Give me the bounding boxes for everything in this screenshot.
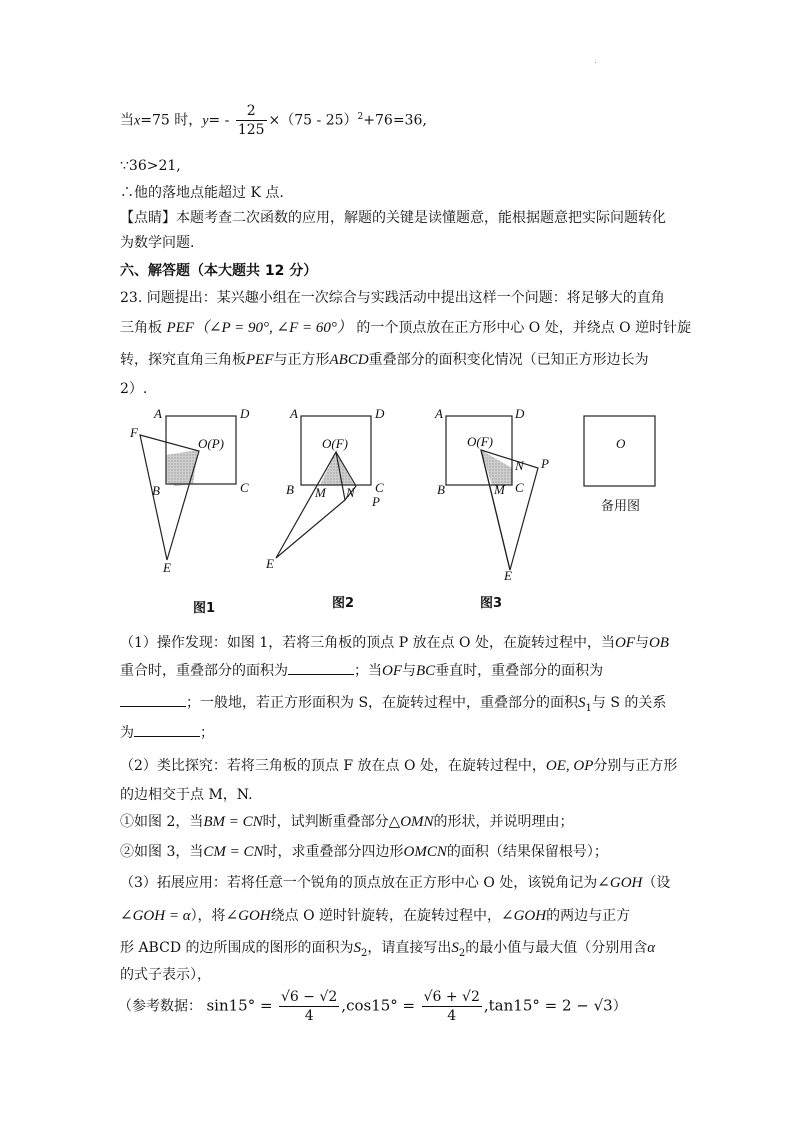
fig1-label-C: C <box>240 480 249 495</box>
answer-blank-1[interactable] <box>288 662 354 675</box>
fig2-label-B: B <box>286 482 294 497</box>
q23-line-1: 23. 问题提出：某兴趣小组在一次综合与实践活动中提出这样一个问题：将足够大的直角 <box>120 290 665 306</box>
fig4-caption: 备用图 <box>601 499 641 514</box>
fig2-label-C: C <box>375 480 384 495</box>
fig3-label-O: O(F) <box>467 434 493 449</box>
p1-line-1: （1）操作发现：如图 1，若将三角板的顶点 P 放在点 O 处，在旋转过程中，当OF与OB <box>120 635 669 651</box>
fig1-label-O: O(P) <box>198 436 224 451</box>
answer-blank-2[interactable] <box>120 694 186 707</box>
p3-line-5-reference: （参考数据： sin15° = $\frac{√6 - √2}{4}$ ,cos15° = $\frac{√6 + √2}{4}$ ,tan15° = 2 − √3） <box>118 989 627 1024</box>
fig3-label-E: E <box>504 568 512 583</box>
p3-line-2: ∠GOH = α），将∠GOH绕点 O 逆时针旋转，在旋转过程中，∠GOH的两边与正方 <box>120 908 631 924</box>
p2-line-4: ②如图 3，当CM = CN时，求重叠部分四边形OMCN的面积（结果保留根号）； <box>120 844 608 860</box>
figures-diagram <box>0 400 800 630</box>
p2-line-2: 的边相交于点 M，N. <box>120 787 253 803</box>
figure-2 <box>265 406 385 571</box>
section-heading: 六、解答题（本大题共 12 分） <box>120 263 318 279</box>
figure-4 <box>584 416 655 486</box>
fig1-label-B: B <box>152 483 160 498</box>
fig2-label-E: E <box>266 556 274 571</box>
fig3-label-C: C <box>515 480 524 495</box>
fig3-label-P: P <box>541 456 549 471</box>
text-line-4: 【点睛】本题考查二次函数的应用，解题的关键是读懂题意，能根据题意把实际问题转化 <box>120 210 666 226</box>
cos15-fraction: $\frac{√6 + √2}{4}$ <box>423 989 480 1024</box>
text-line-5: 为数学问题. <box>120 235 195 251</box>
fig2-label-N: N <box>346 485 355 500</box>
fig2-label-P: P <box>372 494 380 509</box>
fig1-caption: 图1 <box>193 601 216 616</box>
fig2-label-D: D <box>375 406 385 421</box>
fig1-overlap <box>166 450 198 486</box>
q23-line-4: 2）. <box>120 381 148 397</box>
p3-line-1: （3）拓展应用：若将任意一个锐角的顶点放在正方形中心 O 处，该锐角记为∠GOH（设 <box>120 875 671 891</box>
fraction: $\frac{2}{125}$ <box>237 103 265 138</box>
fig2-label-M: M <box>315 485 326 500</box>
fig3-label-M: M <box>494 482 505 497</box>
fig1-label-E: E <box>163 560 171 575</box>
p2-line-3: ①如图 2，当BM = CN时，试判断重叠部分△OMN的形状，并说明理由； <box>120 814 574 830</box>
fig2-label-A: A <box>290 406 298 421</box>
q23-line-3: 转，探究直角三角板PEF与正方形ABCD重叠部分的面积变化情况（已知正方形边长为 <box>120 352 649 368</box>
fig4-label-O: O <box>616 436 626 451</box>
fig3-label-A: A <box>435 406 443 421</box>
fig3-caption: 图3 <box>480 596 503 611</box>
text-line-1: 当x=75 时，y= - $\frac{2}{125}$ ×（75 - 25）$^2$+76=36, <box>120 103 427 138</box>
p1-line-4: 为 ； <box>120 725 214 741</box>
fig2-caption: 图2 <box>332 596 355 611</box>
fig2-label-O: O(F) <box>322 436 348 451</box>
fig3-label-N: N <box>515 458 524 473</box>
fig1-label-F: F <box>130 425 138 440</box>
figure-1 <box>129 406 250 575</box>
fig1-label-A: A <box>154 406 162 421</box>
sin15-fraction: $\frac{√6 - √2}{4}$ <box>281 989 338 1024</box>
p1-line-3: ；一般地，若正方形面积为 S，在旋转过程中，重叠部分的面积$S_1$与 S 的关系 <box>120 692 666 714</box>
text-line-2: ∵36>21, <box>120 158 181 174</box>
p3-line-3: 形 ABCD 的边所围成的图形的面积为$S_2$，请直接写出$S_2$的最小值与最大值（分别用含α <box>120 940 656 959</box>
page-dot: . <box>594 56 597 66</box>
fig3-label-D: D <box>515 406 525 421</box>
p3-line-4: 的式子表示）， <box>120 967 211 983</box>
q23-line-2: 三角板 PEF（∠P = 90°, ∠F = 60°） 的一个顶点放在正方形中心 O 处，并绕点 O 逆时针旋 <box>120 320 692 336</box>
fig4-square <box>584 416 655 486</box>
fig3-label-B: B <box>437 482 445 497</box>
text-line-3: ∴他的落地点能超过 K 点. <box>120 185 284 201</box>
p2-line-1: （2）类比探究：若将三角板的顶点 F 放在点 O 处，在旋转过程中，OE, OP分别与正方形 <box>120 758 678 774</box>
figure-3 <box>434 406 549 583</box>
p1-line-2: 重合时，重叠部分的面积为 ；当OF与BC垂直时，重叠部分的面积为 <box>120 663 604 679</box>
fig1-label-D: D <box>240 406 250 421</box>
answer-blank-3[interactable] <box>134 724 200 737</box>
